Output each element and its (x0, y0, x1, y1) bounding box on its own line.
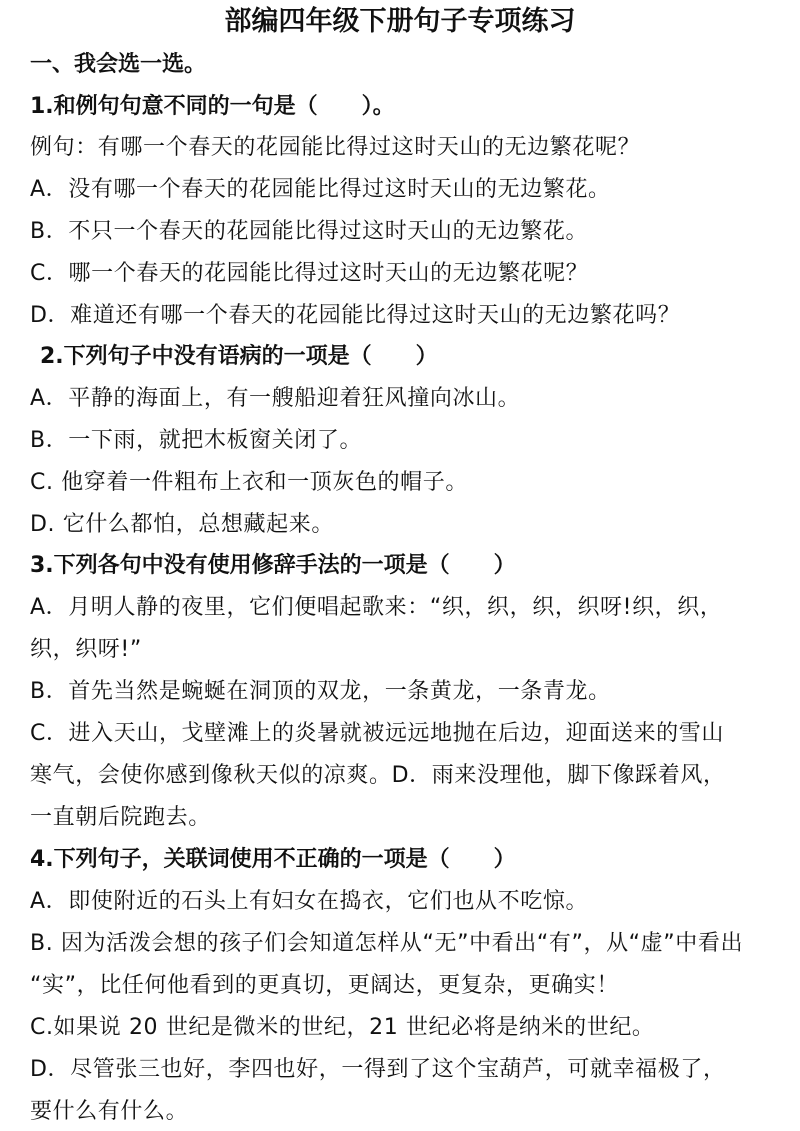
question-2-option-a: A．平静的海面上，有一艘船迎着狂风撞向冰山。 (30, 386, 521, 411)
question-3-line: 一直朝后院跑去。 (30, 805, 211, 830)
question-4-line: D．尽管张三也好，李四也好，一得到了这个宝葫芦，可就幸福极了， (30, 1057, 726, 1082)
question-2-option-c: C. 他穿着一件粗布上衣和一顶灰色的帽子。 (30, 470, 468, 495)
question-4-stem: 4.下列句子，关联词使用不正确的一项是（ ） (30, 847, 516, 872)
question-1-option-d: D．难道还有哪一个春天的花园能比得过这时天山的无边繁花吗？ (30, 303, 681, 328)
question-3-line: A．月明人静的夜里，它们便唱起歌来：“织，织，织，织呀!织，织， (30, 595, 723, 620)
question-1-option-c: C．哪一个春天的花园能比得过这时天山的无边繁花呢？ (30, 261, 589, 286)
question-4-line: “实”，比任何他看到的更真切，更阔达，更复杂，更确实！ (30, 973, 619, 998)
question-1-example: 例句：有哪一个春天的花园能比得过这时天山的无边繁花呢？ (30, 135, 641, 160)
question-4-line: 要什么有什么。 (30, 1099, 189, 1124)
question-2-option-b: B．一下雨，就把木板窗关闭了。 (30, 428, 363, 453)
question-4-line: C.如果说 20 世纪是微米的世纪，21 世纪必将是纳米的世纪。 (30, 1015, 655, 1040)
question-2-option-d: D. 它什么都怕，总想藏起来。 (30, 512, 334, 537)
question-3-stem: 3.下列各句中没有使用修辞手法的一项是（ ） (30, 553, 516, 578)
question-2-stem: 2.下列句子中没有语病的一项是（ ） (40, 344, 438, 369)
question-4-line: A．即使附近的石头上有妇女在捣衣，它们也从不吃惊。 (30, 889, 589, 914)
section-heading: 一、我会选一选。 (30, 52, 207, 77)
question-3-line: 织，织呀!” (30, 637, 142, 662)
question-1-stem: 1.和例句句意不同的一句是（ ）。 (30, 94, 395, 119)
question-1-option-b: B．不只一个春天的花园能比得过这时天山的无边繁花。 (30, 219, 589, 244)
question-1-option-a: A．没有哪一个春天的花园能比得过这时天山的无边繁花。 (30, 177, 611, 202)
question-3-line: 寒气，会使你感到像秋天似的凉爽。D．雨来没理他，脚下像踩着风， (30, 763, 726, 788)
question-4-line: B. 因为活泼会想的孩子们会知道怎样从“无”中看出“有”，从“虚”中看出 (30, 931, 744, 956)
page-title: 部编四年级下册句子专项练习 (224, 6, 576, 37)
question-3-line: C．进入天山，戈壁滩上的炎暑就被远远地抛在后边，迎面送来的雪山 (30, 721, 724, 746)
question-3-line: B．首先当然是蜿蜒在洞顶的双龙，一条黄龙，一条青龙。 (30, 679, 611, 704)
